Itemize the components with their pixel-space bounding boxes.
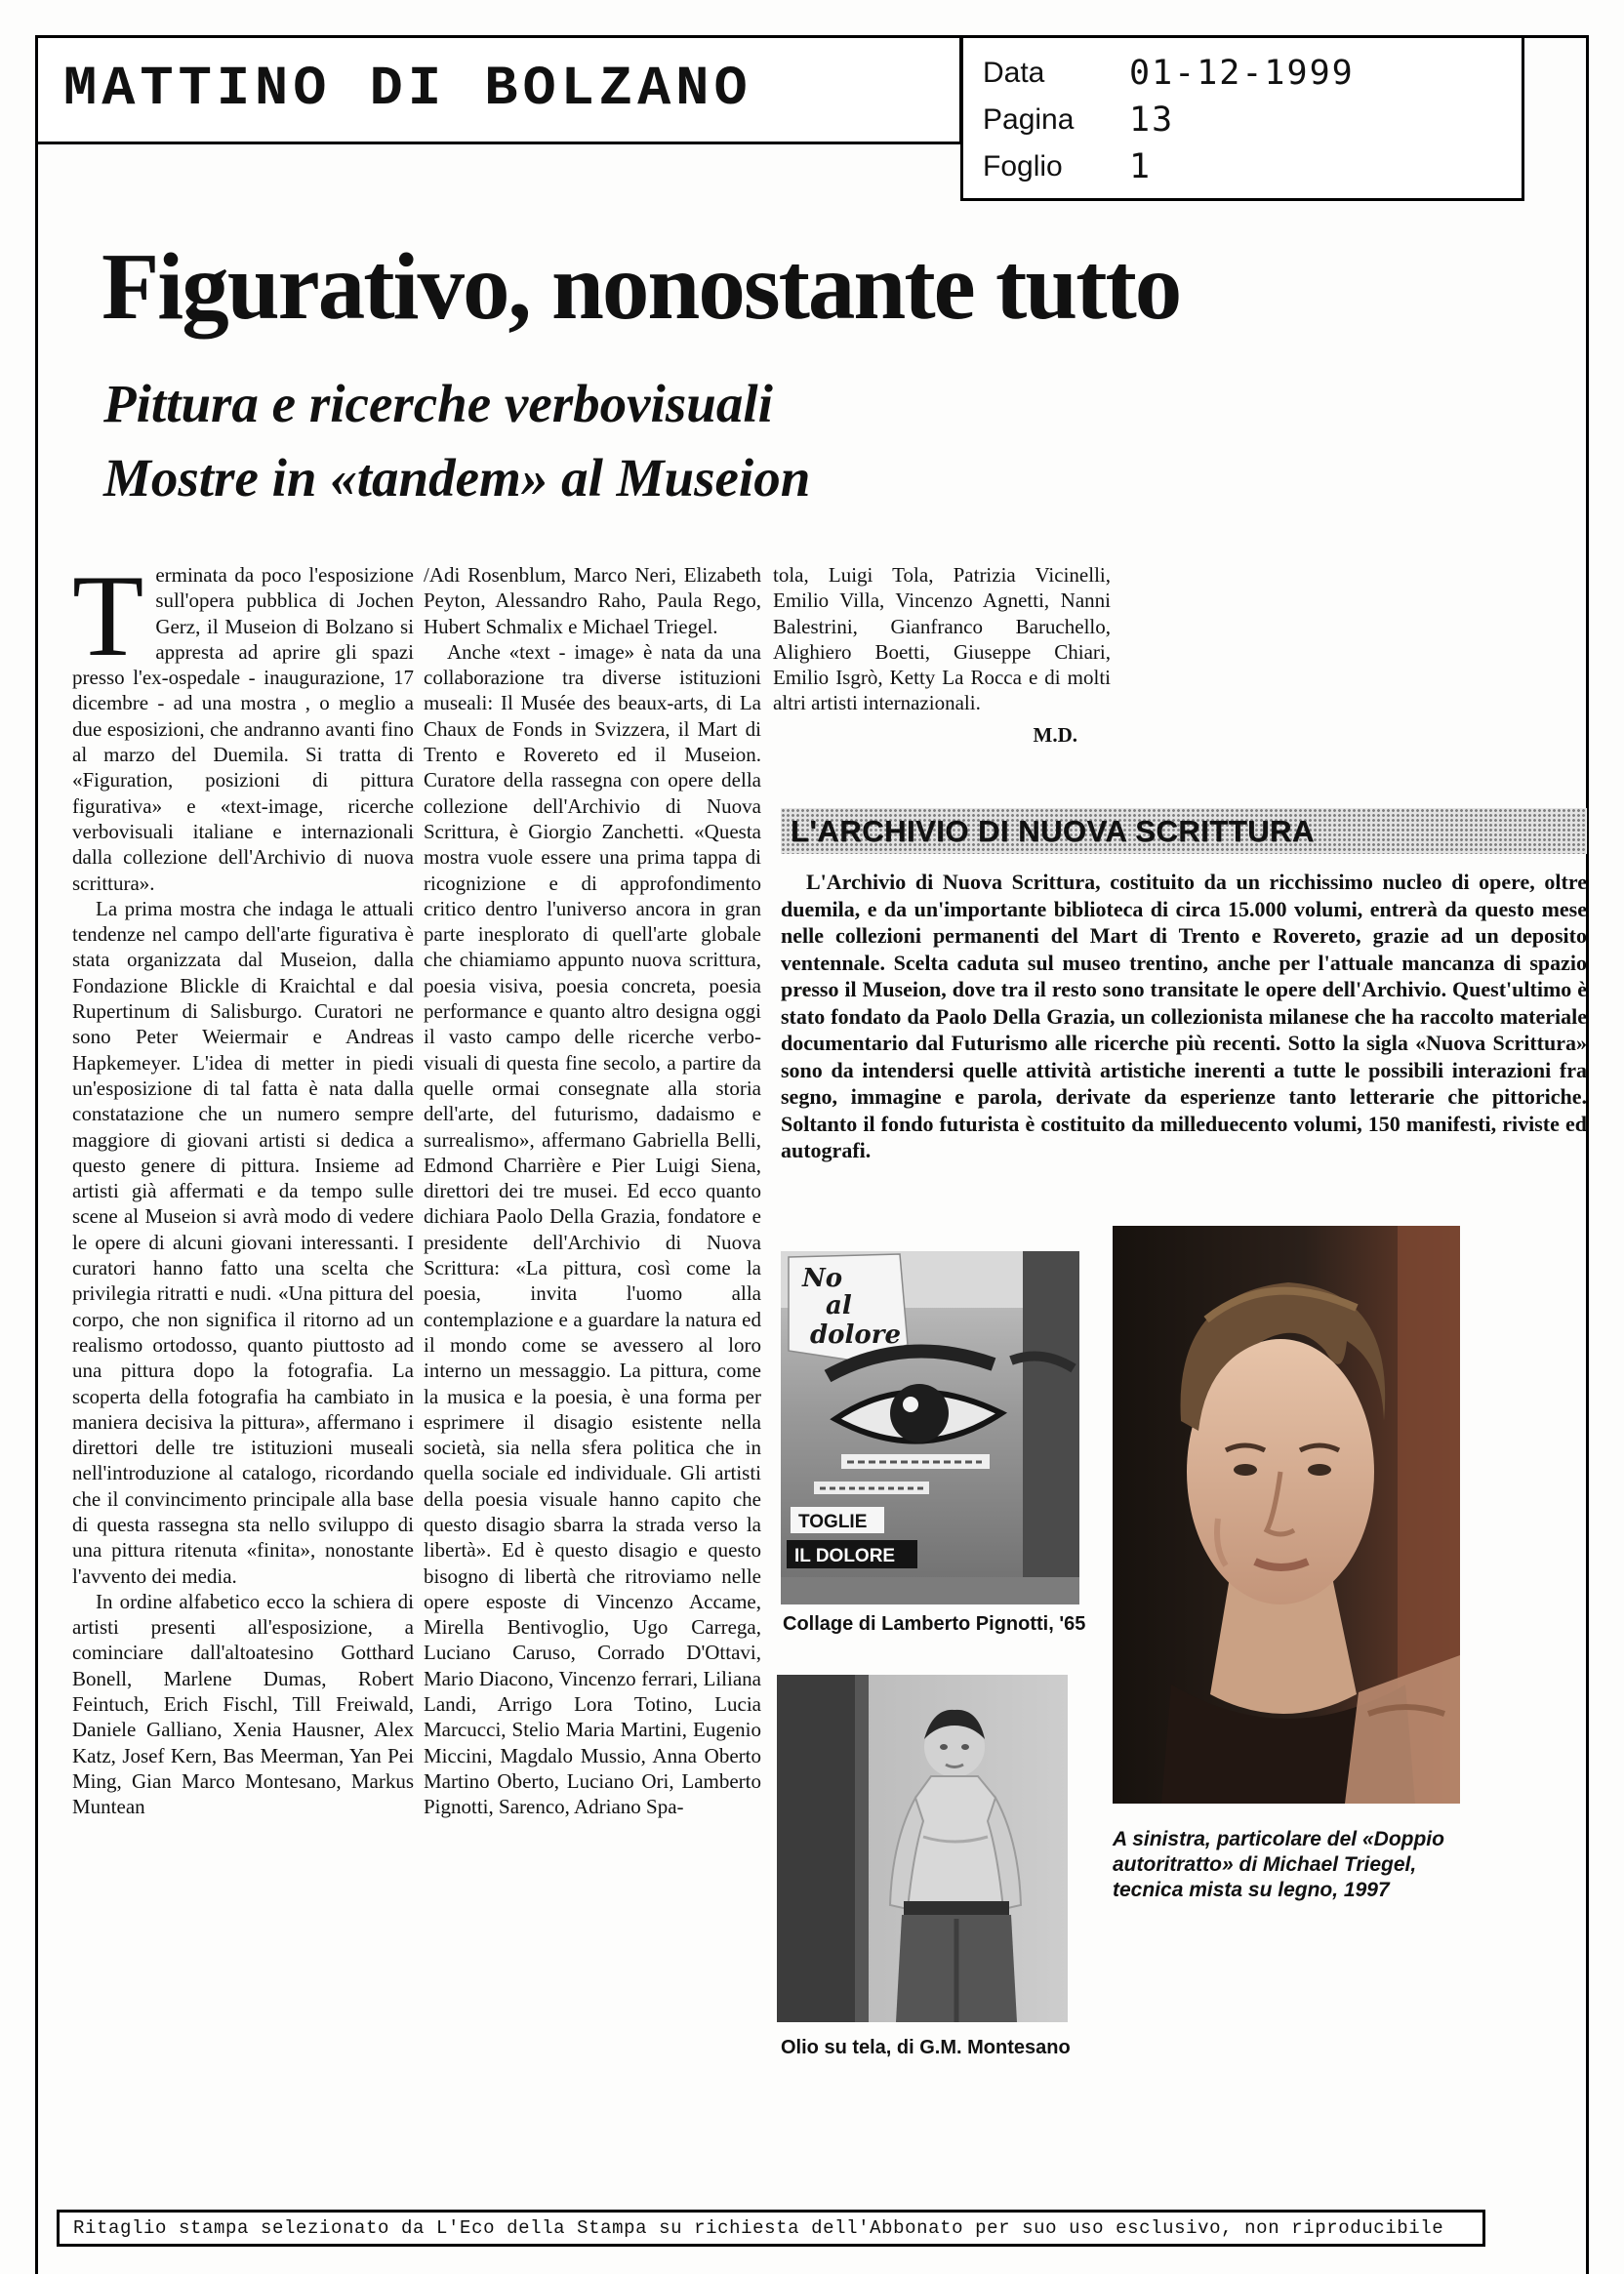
meta-row-pagina [983, 97, 1522, 143]
footer-text: Ritaglio stampa selezionato da L'Eco della Stampa su richiesta dell'Abbonato per suo uso esclusivo, non riproducibile [73, 2217, 1444, 2239]
article-column-2 [424, 562, 761, 2124]
meta-row-data [983, 50, 1522, 97]
paragraph: /Adi Rosenblum, Marco Neri, Elizabeth Peyton, Alessandro Raho, Paula Rego, Hubert Schmalix e Michael Triegel. [424, 563, 761, 638]
painting-artwork [777, 1675, 1068, 2022]
meta-label-pagina: Pagina [983, 103, 1075, 136]
left-eye [1234, 1464, 1257, 1476]
eye-iris [890, 1384, 949, 1442]
sidebar-archivio [781, 808, 1587, 1164]
collage-artwork [781, 1251, 1079, 1604]
figure-portrait-triegel [1113, 1226, 1460, 1804]
label-il-dolore: IL DOLORE [794, 1546, 896, 1566]
paragraph [72, 562, 414, 896]
article-column-3 [773, 562, 1111, 806]
meta-label-data: Data [983, 57, 1045, 89]
footer-strip [57, 2210, 1485, 2247]
painting-band-edge [855, 1675, 869, 2022]
subhead-line-1: Pittura e ricerche verbovisuali [103, 374, 773, 433]
portrait-artwork [1113, 1226, 1460, 1804]
press-meta-box [960, 35, 1524, 201]
man-eye-left [940, 1744, 948, 1750]
meta-value-pagina: 13 [1129, 101, 1175, 140]
masthead-title: MATTINO DI BOLZANO [63, 59, 752, 121]
right-eye [1308, 1464, 1331, 1476]
meta-value-data: 01-12-1999 [1129, 54, 1355, 93]
collage-dark-band [1023, 1251, 1079, 1604]
figure-painting-montesano [777, 1675, 1068, 2022]
figure-collage-pignotti [781, 1251, 1079, 1604]
paragraph: tola, Luigi Tola, Patrizia Vicinelli, Emilio Villa, Vincenzo Agnetti, Nanni Balestrini, Gianfranco Baruchello, Alighiero Boetti, Giuseppe Chiari, Emilio Isgrò, Ketty La Rocca e di molti altri artisti internazionali. [773, 563, 1111, 715]
masthead-box [35, 35, 962, 144]
byline: M.D. [1033, 722, 1077, 747]
paragraph-text: erminata da poco l'esposizione sull'opera pubblica di Jochen Gerz, il Museion di Bolzano si appresta ad aprire gli spazi presso l'ex-ospedale - inaugurazione, 17 dicembre - ad una mostra , o meglio a due esposizioni, che andranno avanti fino al marzo del Duemila. Si tratta di «Figuration, posizioni di pittura figurativa» e «text-image, ricerche verbovisuali italiane e internazionali dalla collezione dell'Archivio di nuova scrittura». [72, 563, 414, 895]
sidebar-header-strip [781, 808, 1587, 854]
note-line-2: al [826, 1291, 852, 1320]
note-line-1: No [802, 1264, 843, 1293]
sidebar-body-text: L'Archivio di Nuova Scrittura, costituito da un ricchissimo nucleo di opere, oltre duemila, e da un'importante biblioteca di circa 15.000 volumi, entrerà da questo mese nelle collezioni permanenti del Mart di Trento e Rovereto, grazie ad un deposito ventennale. Scelta caduta sul museo trentino, anche per l'attuale mancanza di spazio presso il Museion, dove tra il resto sono transitate le opere dell'Archivio. Quest'ultimo è stato fondato da Paolo Della Grazia, un collezionista milanese che ha raccolto materiale documentario dal Futurismo alle ricerche più recenti. Sotto la sigla «Nuova Scrittura» sono da intendersi quelle attività artistiche inerenti a tutte le possibili interazioni fra segno, immagine e parola, derivate da esperienze tanto letterarie che pittoriche. Soltanto il fondo futurista è costituito da milleduecento volumi, 150 manifesti, riviste ed autografi. [781, 870, 1587, 1162]
meta-row-foglio [983, 143, 1522, 190]
painting-dark-band [777, 1675, 869, 2022]
paragraph: In ordine alfabetico ecco la schiera di artisti presenti all'esposizione, a cominciare dall'altoatesino Gotthard Bonell, Marlene Dumas, Robert Feintuch, Erich Fischl, Till Freiwald, Daniele Galliano, Xenia Hausner, Alex Katz, Josef Kern, Bas Meerman, Yan Pei Ming, Gian Marco Montesano, Markus Muntean [72, 1589, 414, 1819]
headline: Figurativo, nonostante tutto [102, 234, 1181, 339]
subhead-line-2: Mostre in «tandem» al Museion [103, 448, 811, 508]
man-eye-right [961, 1744, 969, 1750]
caption-portrait: A sinistra, particolare del «Doppio autoritratto» di Michael Triegel, tecnica mista su legno, 1997 [1113, 1828, 1444, 1901]
paragraph: La prima mostra che indaga le attuali tendenze nel campo dell'arte figurativa è stata organizzata dal Museion, dalla Fondazione Blickle di Kraichtal e dal Rupertinum di Salisburgo. Curatori ne sono Peter Weiermair e Andreas Hapkemeyer. L'idea di metter in piedi un'esposizione di tal fatta è nata dalla constatazione che un numero sempre maggiore di giovani artisti si dedica a questo genere di pittura. Insieme ad artisti già affermati e da tempo sulle scene al Museion si avrà modo di vedere le opere di alcuni giovani interessanti. I curatori hanno fatto una scelta che privilegia ritratti e nudi. «Una pittura del corpo, che non significa il ritorno ad un realismo ortodosso, quanto piuttosto ad una pittura dopo la fotografia. La scoperta della fotografia ha cambiato in maniera decisiva la pittura», affermano i direttori delle tre istituzioni museali nell'introduzione al catalogo, ricordando che il convincimento principale alla base di questa rassegna sta nello sviluppo di una pittura ritenuta «finita», nonostante l'avvento dei media. [72, 896, 414, 1588]
label-toglie: TOGLIE [798, 1512, 868, 1532]
paragraph: Anche «text - image» è nata da una collaborazione tra diverse istituzioni museali: Il Musée des beaux-arts, di La Chaux de Fonds in Svizzera, il Mart di Trento e Rovereto ed il Museion. Curatore della rassegna con opere della collezione dell'Archivio di Nuova Scrittura, è Giorgio Zanchetti. «Questa mostra vuole essere una prima tappa di ricognizione e di approfondimento critico dentro l'universo ancora in gran parte inesplorato di quell'arte globale che chiamiamo appunto nuova scrittura, poesia visiva, poesia concreta, poesia performance e quanto altro designa oggi il vasto campo delle ricerche verbo-visuali di questa fine secolo, a partire da quelle ormai consegnate alla storia dell'arte, del futurismo, dadaismo e surrealismo», affermano Gabriella Belli, Edmond Charrière e Pier Luigi Siena, direttori dei tre musei. Ed ecco quanto dichiara Paolo Della Grazia, fondatore e presidente dell'Archivio di Nuova Scrittura: «La pittura, così come la poesia, invita l'uomo alla contemplazione e a guardare la natura ed il mondo come se avessero al loro interno un messaggio. La pittura, come la musica e la poesia, è una forma per esprimere il disagio esistente nella società, sia nella sfera politica che in quella sociale ed individuale. Gli artisti della poesia visuale hanno capito che questo disagio sbarra la strada verso la libertà». Ed è questo disagio e questo bisogno di libertà che ritroviamo nelle opere esposte di Vincenzo Accame, Mirella Bentivoglio, Ugo Carrega, Luciano Caruso, Corrado D'Ottavi, Mario Diacono, Vincenzo ferrari, Liliana Landi, Arrigo Lora Totino, Lucia Marcucci, Stelio Maria Martini, Eugenio Miccini, Magdalo Mussio, Anna Oberto Martino Oberto, Luciano Ori, Lamberto Pignotti, Sarenco, Adriano Spa- [424, 639, 761, 1819]
eye-highlight [903, 1397, 918, 1412]
caption-collage: Collage di Lamberto Pignotti, '65 [783, 1613, 1086, 1635]
drop-cap: T [72, 562, 144, 680]
collage-bottom-band [781, 1577, 1079, 1604]
meta-value-foglio: 1 [1129, 147, 1153, 186]
meta-label-foglio: Foglio [983, 150, 1063, 183]
note-line-3: dolore [810, 1320, 901, 1350]
man-belt [904, 1901, 1009, 1915]
sidebar-header-title: L'ARCHIVIO DI NUOVA SCRITTURA [791, 813, 1315, 848]
caption-painting: Olio su tela, di G.M. Montesano [781, 2037, 1071, 2058]
article-column-1 [72, 562, 414, 2124]
